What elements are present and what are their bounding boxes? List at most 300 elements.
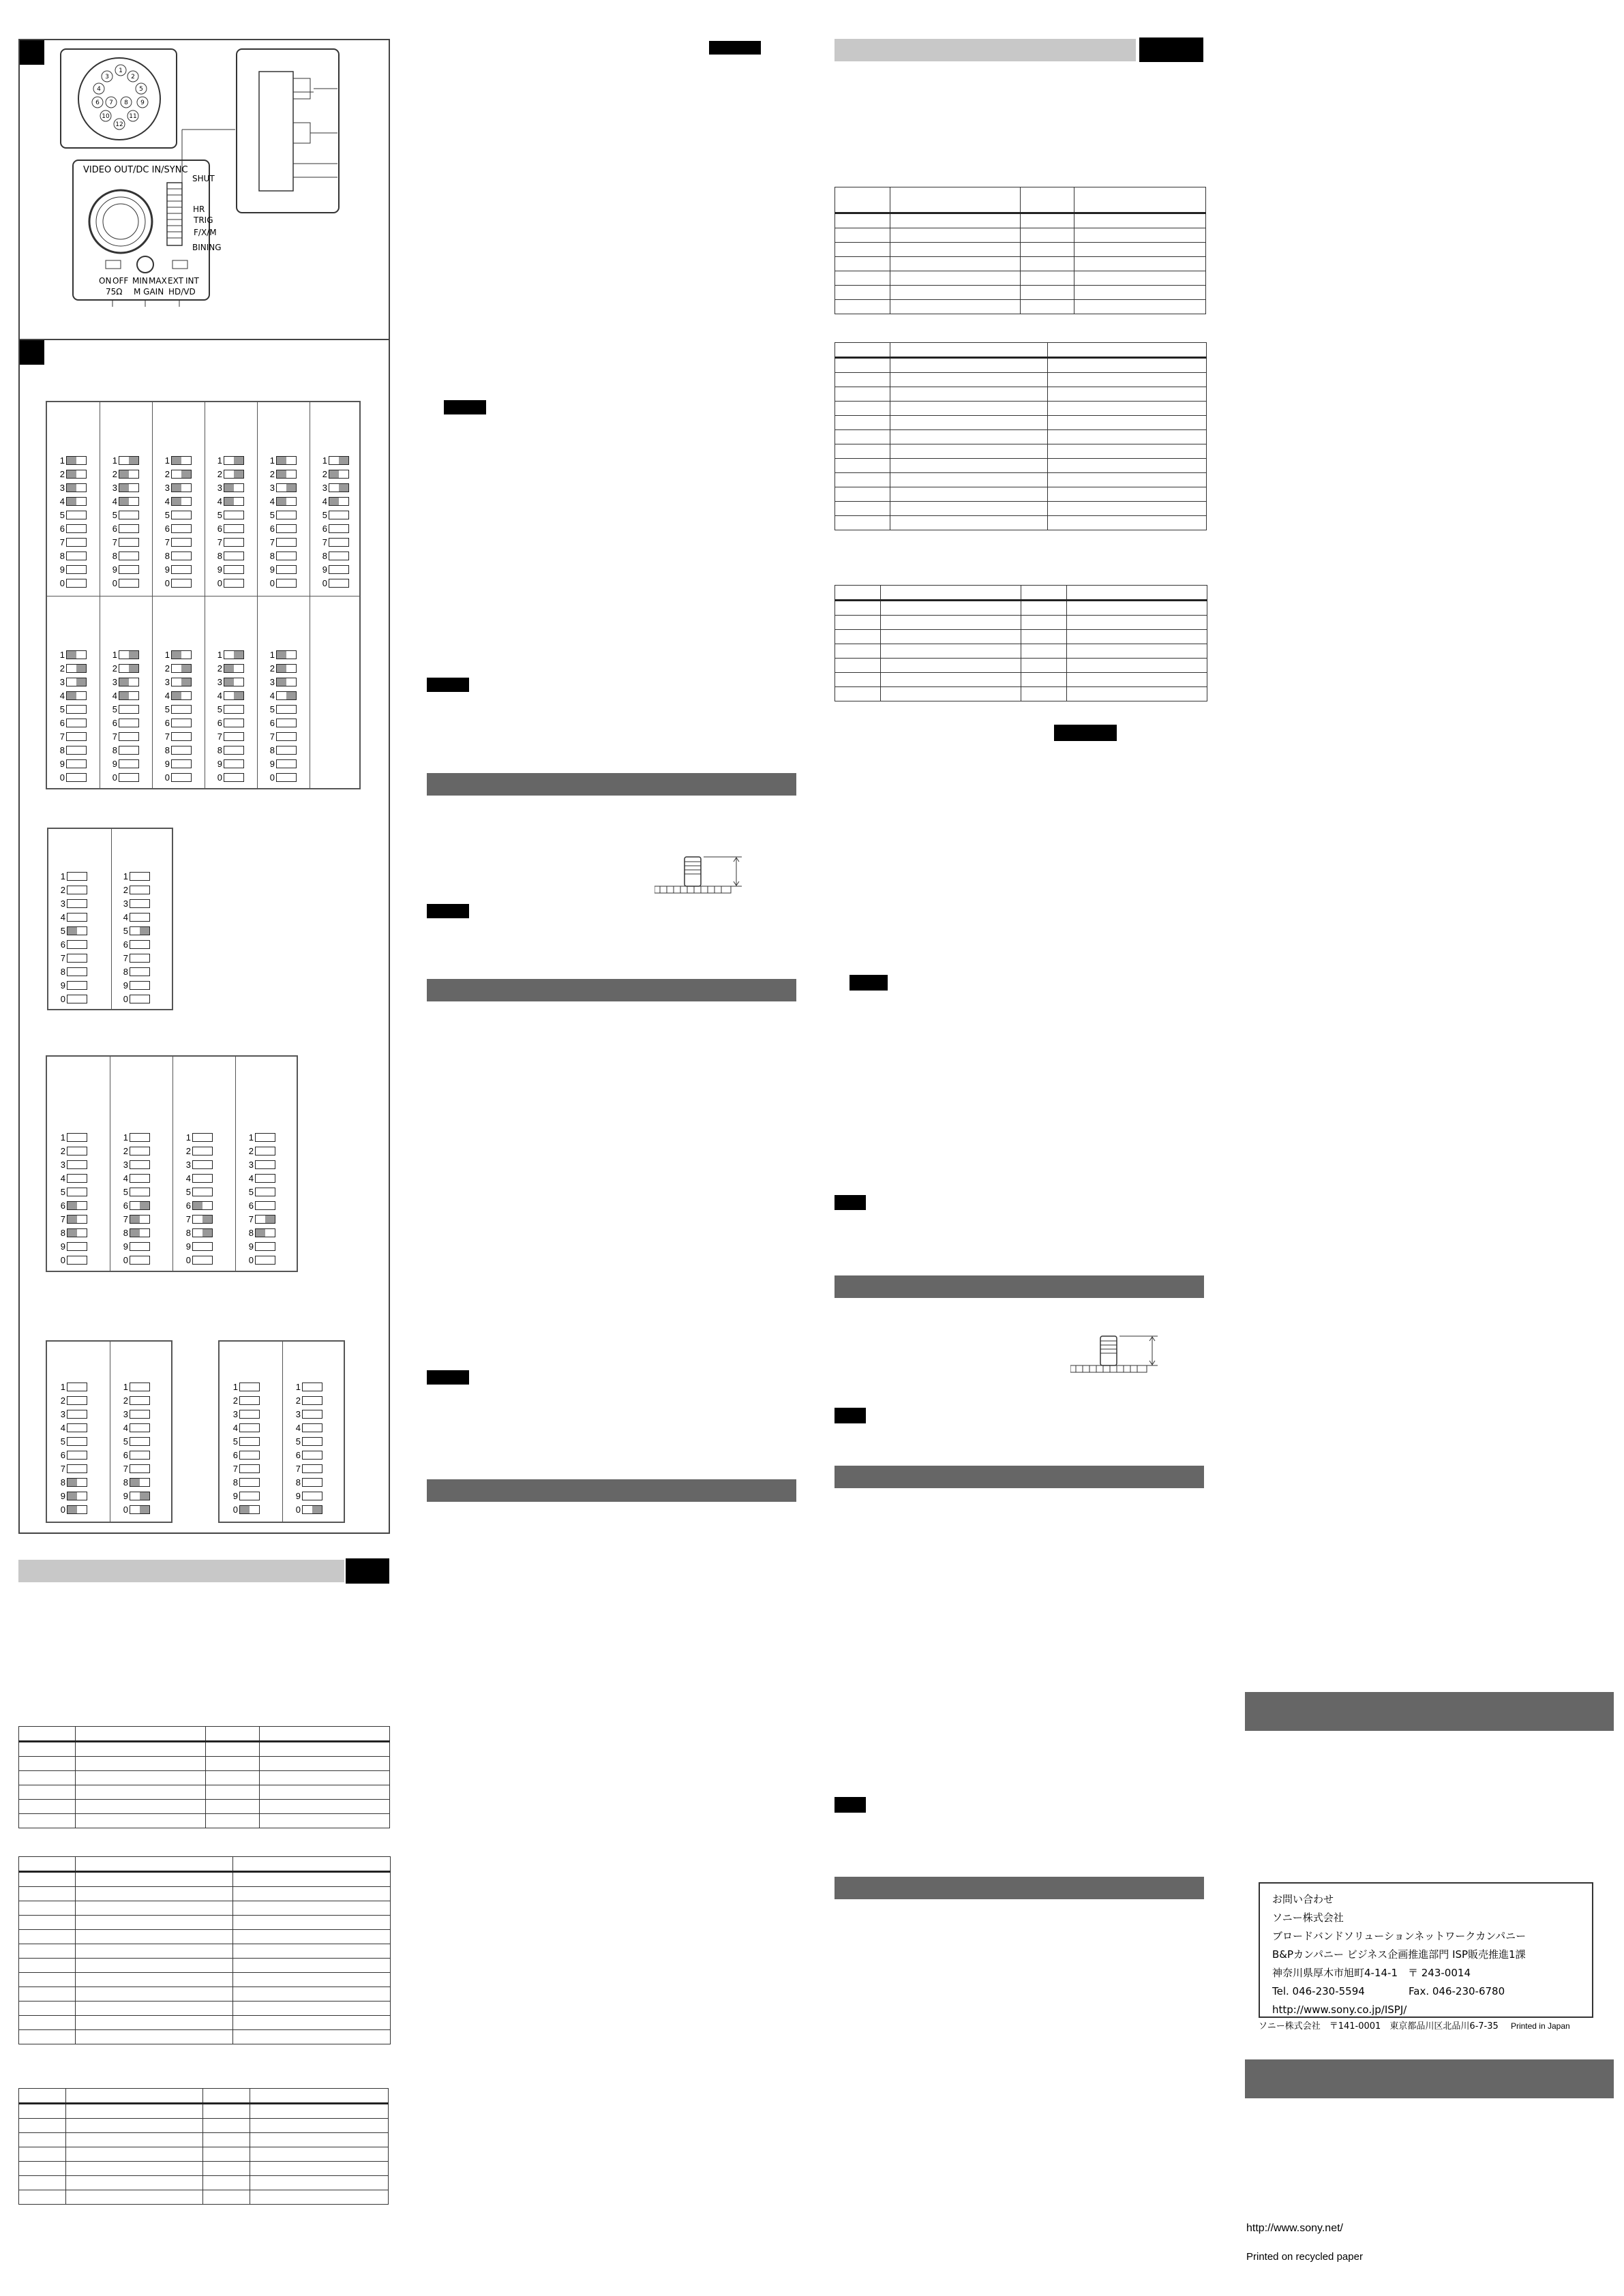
dip-switch-row [57,549,87,562]
data-table [834,187,1206,314]
switch-number: 9 [59,564,65,575]
dip-switch-row [120,1462,150,1475]
dip-switch-row [214,522,244,535]
table-row [835,616,1207,630]
int-label: INT [185,276,199,286]
screw-height-diagram [1070,1333,1159,1374]
dip-switch-row [57,1448,87,1462]
table-cell [890,402,1048,416]
table-row [835,416,1207,430]
note-tag [427,904,469,918]
switch-cell [66,511,87,519]
dip-switch-row [292,1475,322,1489]
dip-switch [57,1130,87,1267]
switch-number: 9 [269,564,275,575]
switch-cell [171,579,192,588]
table-cell [76,1771,206,1785]
dip-switch-row [109,494,139,508]
switch-cell [302,1464,322,1473]
table-cell [835,601,881,616]
dip-switch-row [120,1421,150,1434]
switch-cell [130,1505,150,1514]
table-cell [835,187,890,213]
dip-switch-row [109,675,139,689]
dip-switch-row [214,535,244,549]
switch-number: 0 [59,577,65,588]
switch-number: 0 [322,577,327,588]
switch-cell [119,552,139,560]
table-row [19,2133,389,2147]
dip-switch-row [292,1462,322,1475]
switch-number: 7 [232,1463,238,1474]
switch-number: 8 [60,1477,65,1487]
table-cell [19,2147,66,2162]
dip-switch-row [162,453,192,467]
switch-cell [119,759,139,768]
switch-number: 0 [60,1504,65,1515]
switch-cell [130,1201,150,1210]
max-label: MAX [149,276,167,286]
switch-number: 2 [112,468,117,479]
switch-cell [119,719,139,727]
switch-number: 8 [217,550,222,561]
switch-cell [119,664,139,673]
note-tag [427,1370,469,1385]
switch-cell [171,732,192,741]
switch-number: 1 [164,455,170,466]
table-cell [1021,616,1067,630]
switch-cell [302,1451,322,1460]
switch-cell [239,1492,260,1500]
switch-number: 6 [123,1200,128,1211]
dip-switch-row [245,1212,275,1226]
dip-switch-row [120,965,150,978]
switch-cell [67,1478,87,1487]
switch-cell [171,664,192,673]
switch-cell [224,759,244,768]
switch-cell [302,1383,322,1391]
dip-switch-row [214,702,244,716]
switch-cell [130,1228,150,1237]
grid-column-line [235,1057,236,1271]
switch-number: 6 [269,717,275,728]
switch-number: 8 [123,1227,128,1238]
table-row [835,257,1206,271]
switch-cell [171,691,192,700]
dip-switch-row [319,467,349,481]
table-cell [19,2016,76,2030]
switch-number: 2 [248,1145,254,1156]
switch-cell [171,678,192,686]
section-header-tab [346,1558,389,1584]
switch-cell [66,579,87,588]
dip-switch [214,648,244,784]
switch-number: 7 [59,537,65,547]
dip-switch-row [120,951,150,965]
dip-switch-row [183,1171,213,1185]
dip-switch-row [57,675,87,689]
dip-switch-row [292,1421,322,1434]
dip-switch-row [230,1421,260,1434]
switch-number: 4 [112,496,117,507]
switch-cell [255,1160,275,1169]
switch-number: 8 [269,744,275,755]
switch-number: 1 [59,649,65,660]
switch-cell [130,926,150,935]
dip-switch-row [230,1434,260,1448]
table-row [19,1757,390,1771]
switch-number: 4 [112,690,117,701]
dip-switch-row [183,1130,213,1144]
table-row [19,1727,390,1742]
switch-number: 3 [322,482,327,493]
switch-cell [67,1133,87,1142]
dip-switch-row [230,1407,260,1421]
switch-number: 2 [232,1395,238,1406]
switch-number: 2 [322,468,327,479]
switch-number: 0 [60,1254,65,1265]
dip-switch-row [267,702,297,716]
table-cell [66,2133,203,2147]
table-cell [76,1987,233,2002]
switch-number: 5 [164,704,170,714]
dip-switch-row [214,743,244,757]
table-row [835,228,1206,243]
switch-cell [171,497,192,506]
switch-cell [130,1133,150,1142]
switch-number: 1 [59,455,65,466]
dip-switch-row [267,467,297,481]
switch-number: 6 [59,523,65,534]
off-label: OFF [112,276,129,286]
dip-switch-row [245,1253,275,1267]
dip-switch-row [57,1198,87,1212]
switch-cell [119,773,139,782]
on-label: ON [99,276,112,286]
dip-switch-row [214,467,244,481]
table-cell [881,601,1021,616]
switch-cell [67,913,87,922]
dip-switch-row [230,1380,260,1393]
switch-cell [66,650,87,659]
switch-number: 9 [164,758,170,769]
switch-number: 3 [185,1159,191,1170]
section-bar [834,1275,1204,1298]
dip-switch-row [292,1407,322,1421]
switch-number: 1 [248,1132,254,1143]
dip-switch-row [57,965,87,978]
switch-cell [276,483,297,492]
dip-switch [57,869,87,1006]
switch-cell [255,1147,275,1155]
switch-number: 1 [269,455,275,466]
dip-switch [230,1380,260,1516]
switch-number: 5 [60,925,65,936]
section-bar [427,1479,796,1502]
dip-switch-row [319,535,349,549]
dip-switch-row [120,1253,150,1267]
table-cell [76,1901,233,1916]
switch-number: 7 [123,1463,128,1474]
dip-switch-row [57,1475,87,1489]
switch-number: 0 [164,577,170,588]
table-row [19,2016,391,2030]
table-cell [206,1727,260,1742]
dip-switch-row [319,508,349,522]
dip-switch-row [109,453,139,467]
switch-cell [130,1423,150,1432]
svg-text:11: 11 [129,113,137,120]
switch-number: 4 [123,911,128,922]
table-cell [835,416,890,430]
switch-number: 6 [217,717,222,728]
switch-number: 5 [322,509,327,520]
switch-cell [276,759,297,768]
table-row [19,2162,389,2176]
switch-cell [67,1188,87,1196]
dip-switch-row [162,467,192,481]
switch-cell [66,538,87,547]
switch-number: 8 [112,550,117,561]
switch-cell [119,511,139,519]
switch-number: 1 [60,871,65,881]
switch-cell [224,705,244,714]
switch-number: 8 [112,744,117,755]
dip-switch [267,648,297,784]
table-cell [203,2133,250,2147]
table-cell [1067,687,1207,701]
switch-cell [130,1174,150,1183]
sony-url[interactable]: http://www.sony.net/ [1246,2222,1343,2234]
switch-cell [171,552,192,560]
switch-cell [130,1464,150,1473]
dip-switch-row [57,770,87,784]
switch-number: 6 [164,717,170,728]
table-cell [835,343,890,358]
switch-cell [66,565,87,574]
switch-cell [224,483,244,492]
switch-number: 2 [217,663,222,674]
table-cell [1021,271,1074,286]
section-bar [1245,1692,1614,1731]
table-cell [1074,187,1206,213]
svg-text:7: 7 [109,100,113,106]
table-cell [19,2190,66,2205]
table-cell [835,430,890,444]
dip-switch-row [57,535,87,549]
switch-number: 0 [112,772,117,783]
dip-switch-row [57,702,87,716]
table-cell [1048,416,1207,430]
dip-switch-row [120,937,150,951]
table-row [835,630,1207,644]
switch-number: 8 [164,744,170,755]
switch-number: 3 [59,482,65,493]
switch-cell [276,470,297,479]
dip-switch-row [120,992,150,1006]
switch-cell [130,1242,150,1251]
switch-cell [224,664,244,673]
table-cell [206,1742,260,1757]
switch-number: 5 [112,704,117,714]
switch-cell [66,732,87,741]
table-row [19,2030,391,2044]
switch-cell [276,732,297,741]
dip-switch-row [120,1393,150,1407]
section-bar [427,773,796,796]
switch-number: 9 [217,564,222,575]
switch-cell [66,691,87,700]
table-cell [19,1800,76,1814]
table-cell [1021,644,1067,659]
dip-switch-row [57,896,87,910]
table-cell [206,1785,260,1800]
switch-cell [329,497,349,506]
switch-cell [276,705,297,714]
switch-number: 2 [60,1395,65,1406]
table-cell [890,187,1021,213]
switch-cell [224,650,244,659]
switch-number: 1 [232,1381,238,1392]
dip-switch-row [183,1239,213,1253]
switch-cell [130,954,150,963]
switch-cell [192,1147,213,1155]
switch-cell [130,1478,150,1487]
switch-number: 0 [248,1254,254,1265]
switch-cell [329,552,349,560]
dip-switch-row [319,494,349,508]
switch-cell [67,1451,87,1460]
switch-cell [67,886,87,894]
switch-number: 6 [123,939,128,950]
table-cell [66,2119,203,2133]
table-cell [66,2147,203,2162]
switch-number: 7 [164,537,170,547]
dip-switch-row [319,549,349,562]
dip-switch-row [57,1239,87,1253]
switch-cell [224,497,244,506]
contact-url[interactable]: http://www.sony.co.jp/ISPJ/ [1272,2004,1407,2016]
switch-cell [130,981,150,990]
switch-number: 9 [217,758,222,769]
switch-cell [224,470,244,479]
dip-switch-row [162,522,192,535]
note-tag [834,1195,866,1210]
dip-switch-row [57,1434,87,1448]
dip-switch-row [214,562,244,576]
switch-cell [130,1396,150,1405]
dip-switch-row [120,1448,150,1462]
switch-cell [66,497,87,506]
dip-switch-row [120,1171,150,1185]
table-cell [1021,213,1074,228]
switch-cell [119,483,139,492]
table-cell [76,1785,206,1800]
switch-cell [119,579,139,588]
dip-switch-row [109,729,139,743]
dip-switch-row [57,716,87,729]
table-cell [19,1785,76,1800]
table-cell [835,387,890,402]
data-table [18,1726,390,1828]
table-cell [835,228,890,243]
table-cell [881,673,1021,687]
dip-switch-row [57,1158,87,1171]
table-row [19,2119,389,2133]
switch-number: 4 [60,911,65,922]
table-cell [1021,586,1067,601]
table-cell [233,1887,391,1901]
switch-number: 0 [269,772,275,783]
table-cell [233,2030,391,2044]
table-cell [890,228,1021,243]
dip-switch-row [57,1130,87,1144]
table-cell [890,213,1021,228]
switch-number: 9 [59,758,65,769]
dip-switch [57,453,87,590]
table-row [835,286,1206,300]
note-tag [834,1408,866,1423]
switch-number: 6 [295,1449,301,1460]
contact-address: 神奈川県厚木市旭町4-14-1 〒 243-0014 [1272,1967,1471,1979]
table-cell [76,1930,233,1944]
table-cell [835,286,890,300]
switch-cell [171,511,192,519]
switch-cell [302,1492,322,1500]
dip-switch-row [120,1226,150,1239]
dip-switch-row [292,1380,322,1393]
switch-number: 8 [185,1227,191,1238]
switch-number: 6 [248,1200,254,1211]
dip-switch-row [214,494,244,508]
dip-switch-row [57,1226,87,1239]
switch-number: 9 [60,1241,65,1252]
switch-cell [276,565,297,574]
dip-switch-row [267,481,297,494]
table-cell [881,659,1021,673]
table-cell [233,1857,391,1872]
dip-switch-row [57,883,87,896]
switch-number: 0 [164,772,170,783]
switch-cell [66,678,87,686]
switch-number: 0 [123,993,128,1004]
switch-number: 2 [217,468,222,479]
dip-switch-row [162,508,192,522]
table-cell [76,1800,206,1814]
switch-number: 9 [185,1241,191,1252]
hr-label: HR [193,205,205,214]
switch-number: 4 [269,496,275,507]
table-row [835,459,1207,473]
table-cell [19,1901,76,1916]
dip-switch-row [162,675,192,689]
switch-number: 7 [269,537,275,547]
table-cell [835,644,881,659]
dip-switch-row [57,508,87,522]
dip-switch-row [183,1185,213,1198]
table-row [19,1857,391,1872]
switch-cell [119,470,139,479]
table-cell [1074,257,1206,271]
switch-number: 2 [59,468,65,479]
table-cell [835,473,890,487]
table-row [19,2190,389,2205]
table-cell [76,1742,206,1757]
table-row [835,444,1207,459]
switch-number: 6 [60,1200,65,1211]
table-cell [76,2030,233,2044]
dip-switch [109,648,139,784]
